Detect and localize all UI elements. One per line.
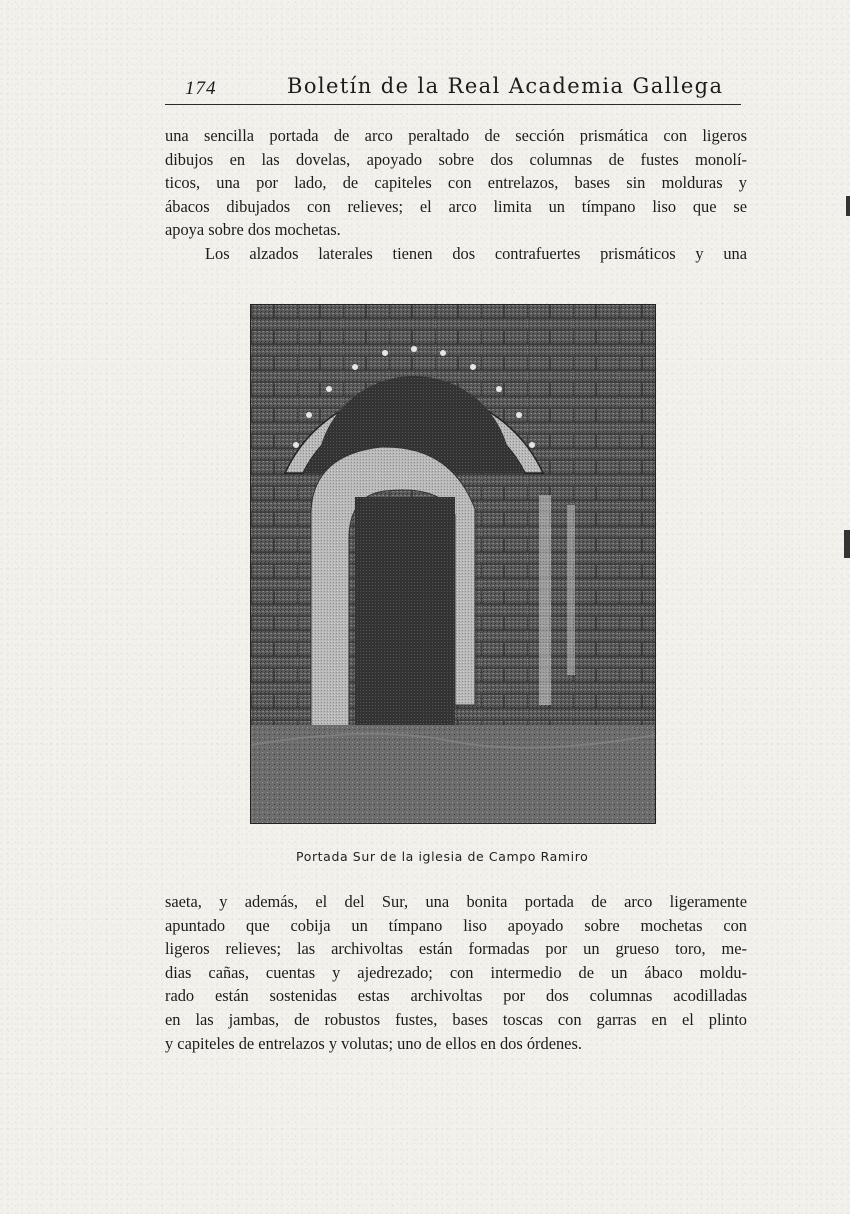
portal-illustration	[251, 305, 655, 823]
text-line: dibujos en las dovelas, apoyado sobre dos columnas de fustes monolí-	[165, 149, 747, 169]
text-line: ligeros relieves; las archivoltas están formadas por un grueso toro, me-	[165, 939, 747, 959]
text-line: Los alzados laterales tienen dos contrafuertes prismáticos y una	[205, 243, 747, 263]
text-line: en las jambas, de robustos fustes, bases toscas con garras en el plinto	[165, 1009, 747, 1029]
body-text-bottom	[165, 890, 747, 1055]
figure-caption: Portada Sur de la iglesia de Campo Ramiro	[296, 849, 589, 864]
scan-edge-mark	[846, 196, 850, 216]
text-line: saeta, y además, el del Sur, una bonita portada de arco ligeramente	[165, 892, 747, 911]
text-line: y capiteles de entrelazos y volutas; uno de ellos en dos órdenes.	[165, 1033, 582, 1053]
running-title: Boletín de la Real Academia Gallega	[287, 74, 724, 98]
church-portal-photo	[250, 304, 656, 824]
text-line: dias cañas, cuentas y ajedrezado; con intermedio de un ábaco moldu-	[165, 962, 747, 982]
text-line: una sencilla portada de arco peraltado de sección prismática con ligeros	[165, 126, 747, 145]
text-line: apuntado que cobija un tímpano liso apoyado sobre mochetas con	[165, 915, 747, 935]
text-line: rado están sostenidas estas archivoltas por dos columnas acodilladas	[165, 986, 747, 1006]
body-text-top	[165, 124, 747, 266]
scan-edge-mark	[844, 530, 850, 558]
page-number: 174	[185, 78, 217, 99]
page-header	[165, 74, 741, 105]
text-line: apoya sobre dos mochetas.	[165, 220, 341, 240]
text-line: ticos, una por lado, de capiteles con entrelazos, bases sin molduras y	[165, 173, 747, 193]
text-line: ábacos dibujados con relieves; el arco limita un tímpano liso que se	[165, 196, 747, 216]
